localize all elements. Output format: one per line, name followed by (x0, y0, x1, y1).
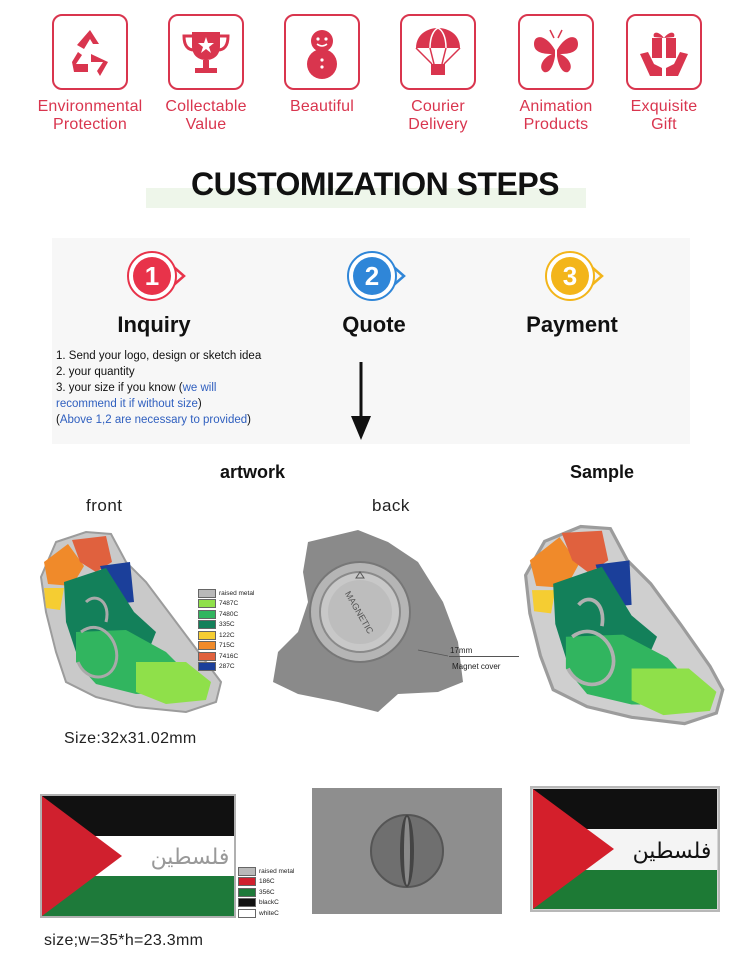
legend-swatch (238, 909, 256, 918)
gift-icon (626, 14, 702, 90)
legend-row (238, 877, 294, 888)
legend-row (198, 620, 254, 631)
magnet-size-label: 17mm (450, 646, 473, 655)
map-size-text: Size:32x31.02mm (64, 730, 197, 747)
flag-pin-back-artwork (312, 788, 502, 914)
butterfly-icon (518, 14, 594, 90)
inquiry-instructions (56, 348, 261, 428)
feature-label: Animation (519, 98, 593, 115)
step-number-icon (338, 248, 410, 304)
feature-gift (604, 14, 724, 134)
instruction-line: 2. your quantity (56, 366, 135, 378)
step-number-icon (536, 248, 608, 304)
flag-text: فلسطين (632, 839, 712, 864)
trophy-icon (168, 14, 244, 90)
instruction-text: ) (247, 414, 251, 426)
back-label: back (372, 496, 410, 515)
flag-text: فلسطين (150, 845, 230, 870)
step-title: Quote (342, 312, 406, 337)
legend-row (198, 609, 254, 620)
artwork-label: artwork (220, 462, 286, 482)
sample-label: Sample (570, 462, 635, 482)
feature-label: Protection (52, 116, 128, 133)
legend-label: raised metal (219, 589, 255, 597)
legend-row (238, 898, 294, 909)
flag-pin-front-artwork (40, 794, 236, 918)
legend-label: 7416C (219, 652, 239, 660)
legend-swatch (198, 662, 216, 671)
step-number: 2 (364, 261, 380, 291)
feature-label: Products (523, 116, 589, 133)
legend-row (198, 662, 254, 673)
legend-label: 356C (259, 888, 275, 896)
feature-animation (496, 14, 616, 134)
feature-label: Exquisite (630, 98, 698, 115)
legend-swatch (198, 599, 216, 608)
legend-label: 186C (259, 878, 275, 886)
step-inquiry (84, 248, 224, 338)
legend-swatch (238, 867, 256, 876)
magnet-cover-label: Magnet cover (452, 662, 501, 671)
features-row (0, 14, 750, 139)
legend-row (198, 651, 254, 662)
instruction-note: we will (182, 382, 217, 394)
legend-swatch (238, 898, 256, 907)
map-pin-sample-photo (515, 518, 727, 730)
legend-swatch (238, 888, 256, 897)
legend-row (198, 588, 254, 599)
legend-row (238, 887, 294, 898)
arrow-down-icon (350, 362, 372, 442)
step-number: 3 (562, 261, 578, 291)
recycle-icon (52, 14, 128, 90)
step-title: Payment (526, 312, 618, 337)
legend-label: 7487C (219, 600, 239, 608)
instruction-note: Above 1,2 are necessary to provided (59, 414, 248, 426)
feature-label: Courier (411, 98, 465, 115)
legend-swatch (198, 631, 216, 640)
feature-environmental (30, 14, 150, 134)
legend-label: raised metal (259, 867, 295, 875)
map-pin-front-artwork (26, 522, 226, 722)
legend-row (198, 630, 254, 641)
legend-swatch (198, 652, 216, 661)
legend-label: 287C (219, 663, 235, 671)
step-quote (304, 248, 444, 338)
page-title: CUSTOMIZATION STEPS (191, 166, 559, 202)
legend-swatch (198, 610, 216, 619)
step-number: 1 (144, 261, 160, 291)
legend-swatch (198, 620, 216, 629)
legend-row (238, 866, 294, 877)
flag-pin-sample-photo (530, 786, 720, 912)
legend-swatch (198, 641, 216, 650)
instruction-text: ) (197, 398, 202, 410)
legend-label: 122C (219, 631, 235, 639)
legend-label: 335C (219, 621, 235, 629)
legend-row (198, 599, 254, 610)
instruction-text: ( (56, 414, 60, 426)
feature-label: Environmental (37, 98, 143, 115)
legend-row (198, 641, 254, 652)
legend-label: blackC (259, 899, 279, 907)
feature-label: Collectable (165, 98, 247, 115)
step-number-icon (118, 248, 190, 304)
instruction-line (56, 396, 261, 412)
feature-beautiful (262, 14, 382, 116)
magnet-divider (449, 656, 519, 657)
snowman-icon (284, 14, 360, 90)
legend-swatch (238, 877, 256, 886)
step-payment (502, 248, 642, 338)
feature-courier (378, 14, 498, 134)
front-label: front (86, 496, 123, 515)
instruction-note: recommend it if without size (56, 398, 198, 410)
instruction-line (56, 380, 261, 396)
feature-label: Delivery (408, 116, 468, 133)
legend-label: 715C (219, 642, 235, 650)
step-title: Inquiry (117, 312, 191, 337)
feature-label: Beautiful (289, 98, 355, 115)
flag-size-text: size;w=35*h=23.3mm (44, 932, 204, 949)
legend-label: 7480C (219, 610, 239, 618)
feature-collectable (146, 14, 266, 134)
legend-swatch (198, 589, 216, 598)
flag-color-legend (238, 866, 294, 919)
legend-label: whiteC (259, 909, 279, 917)
feature-label: Gift (651, 116, 677, 133)
map-color-legend (198, 588, 254, 672)
legend-row (238, 908, 294, 919)
instruction-text: 3. your size if you know ( (56, 382, 183, 394)
feature-label: Value (185, 116, 227, 133)
parachute-icon (400, 14, 476, 90)
instruction-line: 1. Send your logo, design or sketch idea (56, 350, 262, 362)
instruction-line (56, 412, 261, 428)
map-pin-back-artwork (268, 522, 468, 722)
magnet-text: MAGNETIC (342, 589, 376, 636)
